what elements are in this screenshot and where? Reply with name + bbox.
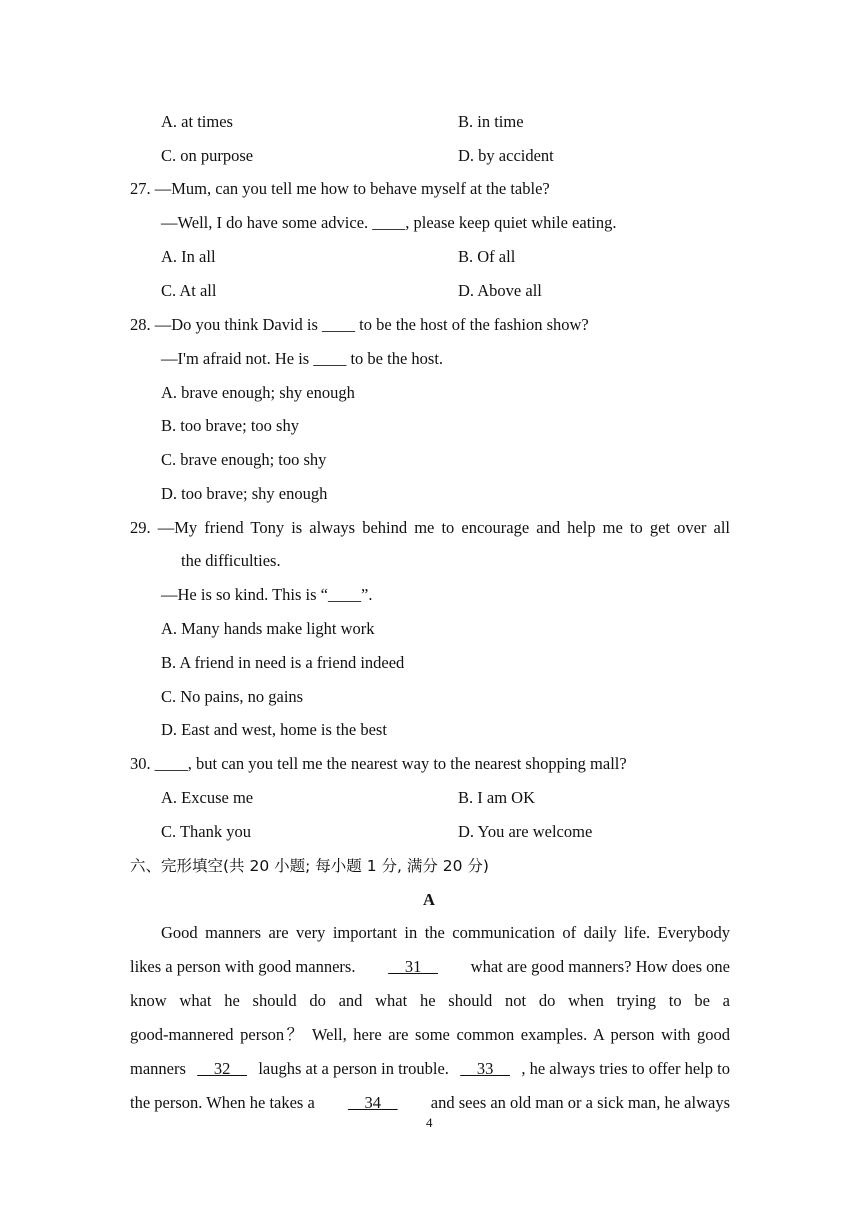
q29-option-c: C. No pains, no gains bbox=[161, 687, 304, 706]
page-number: 4 bbox=[426, 1115, 433, 1130]
passage-line-6 bbox=[130, 1093, 730, 1113]
q30-option-a: A. Excuse me bbox=[161, 788, 254, 807]
q30-option-d: D. You are welcome bbox=[458, 822, 593, 841]
passage-label: A bbox=[423, 890, 435, 909]
q28-option-d: D. too brave; shy enough bbox=[161, 484, 328, 503]
passage-line-5-post: , he always tries to offer help to bbox=[521, 1059, 730, 1078]
blank-31[interactable]: __31__ bbox=[388, 957, 438, 976]
q27-option-b: B. Of all bbox=[458, 247, 516, 266]
q28-stem: 28. —Do you think David is ____ to be the host of the fashion show? bbox=[130, 315, 589, 334]
q29-option-b: B. A friend in need is a friend indeed bbox=[161, 653, 405, 672]
passage-line-6-pre: the person. When he takes a bbox=[130, 1093, 315, 1112]
section-heading: 六、完形填空(共 20 小题; 每小题 1 分, 满分 20 分) bbox=[130, 857, 489, 875]
q28-option-b: B. too brave; too shy bbox=[161, 416, 299, 435]
passage-line-5-mid: laughs at a person in trouble. bbox=[258, 1059, 449, 1078]
passage-line-1-text: Good manners are very important in the communication of daily life. Everybody bbox=[161, 923, 730, 942]
q29-option-a: A. Many hands make light work bbox=[161, 619, 375, 638]
q27-reply: —Well, I do have some advice. ____, please keep quiet while eating. bbox=[161, 213, 617, 232]
passage-line-5-pre: manners bbox=[130, 1059, 186, 1078]
passage-line-4: good-mannered person？ Well, here are some common examples. A person with good bbox=[130, 1025, 730, 1044]
q29-stem-line1: 29. —My friend Tony is always behind me to encourage and help me to get over all bbox=[130, 518, 730, 537]
blank-32[interactable]: __32__ bbox=[197, 1059, 247, 1078]
q26-option-a: A. at times bbox=[161, 112, 233, 131]
q27-stem: 27. —Mum, can you tell me how to behave myself at the table? bbox=[130, 179, 550, 198]
q28-option-a: A. brave enough; shy enough bbox=[161, 383, 355, 402]
passage-line-2-pre: likes a person with good manners. bbox=[130, 957, 356, 976]
q26-option-c: C. on purpose bbox=[161, 146, 254, 165]
q30-stem: 30. ____, but can you tell me the nearest way to the nearest shopping mall? bbox=[130, 754, 627, 773]
passage-line-1 bbox=[161, 923, 730, 943]
passage-line-2-post: what are good manners? How does one bbox=[470, 957, 730, 976]
q26-option-d: D. by accident bbox=[458, 146, 554, 165]
q28-reply: —I'm afraid not. He is ____ to be the host. bbox=[161, 349, 444, 368]
q26-option-b: B. in time bbox=[458, 112, 524, 131]
q30-option-c: C. Thank you bbox=[161, 822, 251, 841]
q29-option-d: D. East and west, home is the best bbox=[161, 720, 387, 739]
q29-stem-line2: the difficulties. bbox=[181, 551, 281, 570]
blank-34[interactable]: __34__ bbox=[348, 1093, 398, 1112]
q28-option-c: C. brave enough; too shy bbox=[161, 450, 327, 469]
passage-line-6-post: and sees an old man or a sick man, he always bbox=[430, 1093, 730, 1112]
q30-option-b: B. I am OK bbox=[458, 788, 535, 807]
q27-option-d: D. Above all bbox=[458, 281, 542, 300]
passage-line-5 bbox=[130, 1059, 730, 1079]
q27-option-a: A. In all bbox=[161, 247, 216, 266]
passage-line-3: know what he should do and what he should not do when trying to be a bbox=[130, 991, 730, 1010]
q27-option-c: C. At all bbox=[161, 281, 217, 300]
q29-reply: —He is so kind. This is “____”. bbox=[161, 585, 373, 604]
blank-33[interactable]: __33__ bbox=[460, 1059, 510, 1078]
passage-line-2 bbox=[130, 957, 730, 977]
